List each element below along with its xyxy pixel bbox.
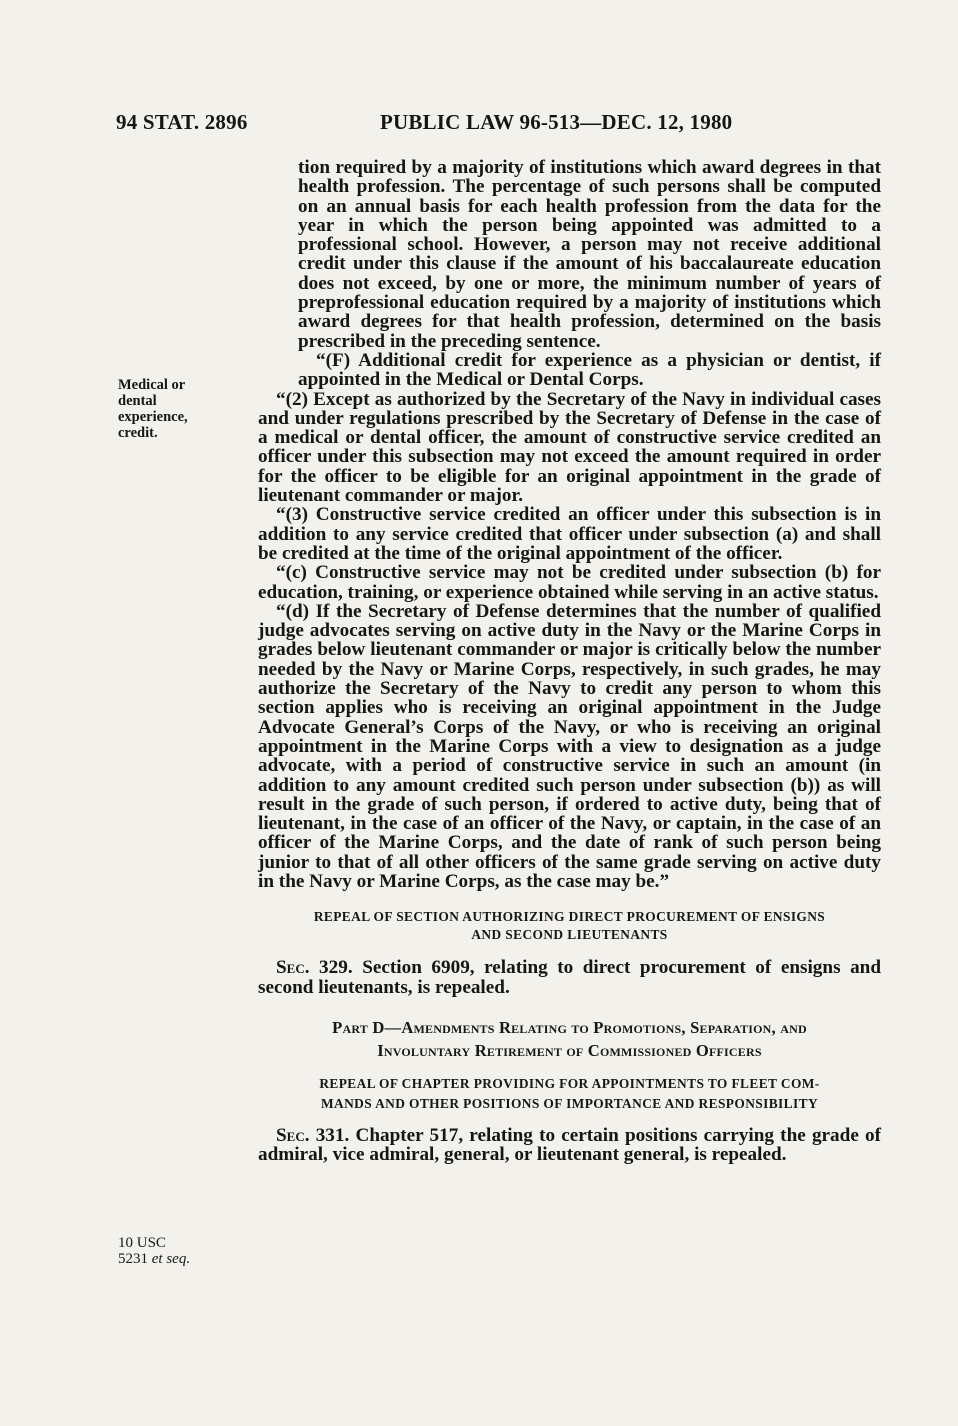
paragraph-2: “(2) Except as authorized by the Secretary of the Navy in individual cases and under regulations prescribed by the Secretary of Defense in the case of a medical or dental officer, the amount of constructive service credited an officer under this subsection may not exceed the amount required in order for the officer to be eligible for an original appointment in the grade of lieutenant commander or major. [258,388,881,507]
section-text: Section 6909, relating to direct procurement of ensigns and second lieutenants, is repealed. [258,957,882,998]
statute-page-reference: 94 STAT. 2896 [116,110,248,134]
heading-line: AND SECOND LIEUTENANTS [471,927,668,943]
part-title-line: Part D—Amendments Relating to Promotions, Separation, and [332,1017,807,1037]
margin-note-line: credit. [118,425,158,441]
paragraph-3: “(3) Constructive service credited an officer under this subsection is in addition to any service credited that officer under subsection (a) and shall be credited at the time of the original appointment of the officer. [258,504,881,564]
section-label: Sec. 329. [276,957,353,979]
section-329 [258,958,881,997]
heading-line: REPEAL OF SECTION AUTHORIZING DIRECT PROCUREMENT OF ENSIGNS [313,909,826,925]
part-title-line: Involuntary Retirement of Commissioned Officers [377,1040,762,1060]
statute-body [258,158,881,1164]
heading-line: REPEAL OF CHAPTER PROVIDING FOR APPOINTMENTS TO FLEET COM- [319,1075,820,1091]
usc-section [118,1251,218,1267]
clause-e-continuation: tion required by a majority of institutions which award degrees in that health profession. The percentage of such persons shall be computed on an annual basis for each health profession from the data for the year in which the person being appointed was admitted to a professional school. However, a person may not receive additional credit under this clause if the amount of his baccalaureate education does not exceed, by one or more, the minimum number of years of preprofessional education required by a majority of institutions which award degrees for that health profession, determined on the basis prescribed in the preceding sentence. [298,157,881,352]
section-331 [258,1126,881,1165]
section-heading-repeal-ensigns [258,908,881,944]
margin-note-medical-credit [118,377,218,441]
usc-et-seq: et seq. [151,1251,191,1267]
part-d-title [258,1016,881,1062]
margin-note-line: Medical or [118,377,186,393]
margin-note-line: dental [118,393,157,409]
subsection-d: “(d) If the Secretary of Defense determines that the number of qualified judge advocates serving on active duty in the Navy or the Marine Corps in grades below lieutenant commander or major is critically below the number needed by the Navy or Marine Corps, respectively, in such grades, he may authorize the Secretary of the Navy to credit any person to whom this section applies who is receiving an original appointment in the Judge Advocate General’s Corps of the Navy, or who is receiving an original appointment in the Marine Corps with a view to designation as a judge advocate, with a period of constructive service in such an amount (in addition to any amount credited such person under subsection (b)) as will result in the grade of such person, if ordered to active duty, being that of lieutenant, in the case of an officer of the Navy, or captain, in the case of an officer of the Marine Corps, and the date of rank of such person being junior to that of all other officers of the same grade serving on active duty in the Navy or Marine Corps, as the case may be.” [258,600,881,892]
public-law-title: PUBLIC LAW 96-513—DEC. 12, 1980 [380,110,733,134]
heading-line: MANDS AND OTHER POSITIONS OF IMPORTANCE AND RESPONSIBILITY [320,1095,819,1111]
section-text: Chapter 517, relating to certain positions carrying the grade of admiral, vice admiral, general, or lieutenant general, is repealed. [258,1124,882,1166]
section-heading-repeal-chapter [258,1074,881,1114]
margin-note-usc-citation [118,1235,218,1267]
usc-section-number: 5231 [118,1251,148,1267]
margin-note-line: experience, [118,409,188,425]
section-label: Sec. 331. [276,1124,350,1146]
subsection-c: “(c) Constructive service may not be credited under subsection (b) for education, training, or experience obtained while serving in an active status. [258,562,881,603]
usc-title: 10 USC [118,1235,166,1251]
clause-f: “(F) Additional credit for experience as a physician or dentist, if appointed in the Medical or Dental Corps. [298,349,881,391]
